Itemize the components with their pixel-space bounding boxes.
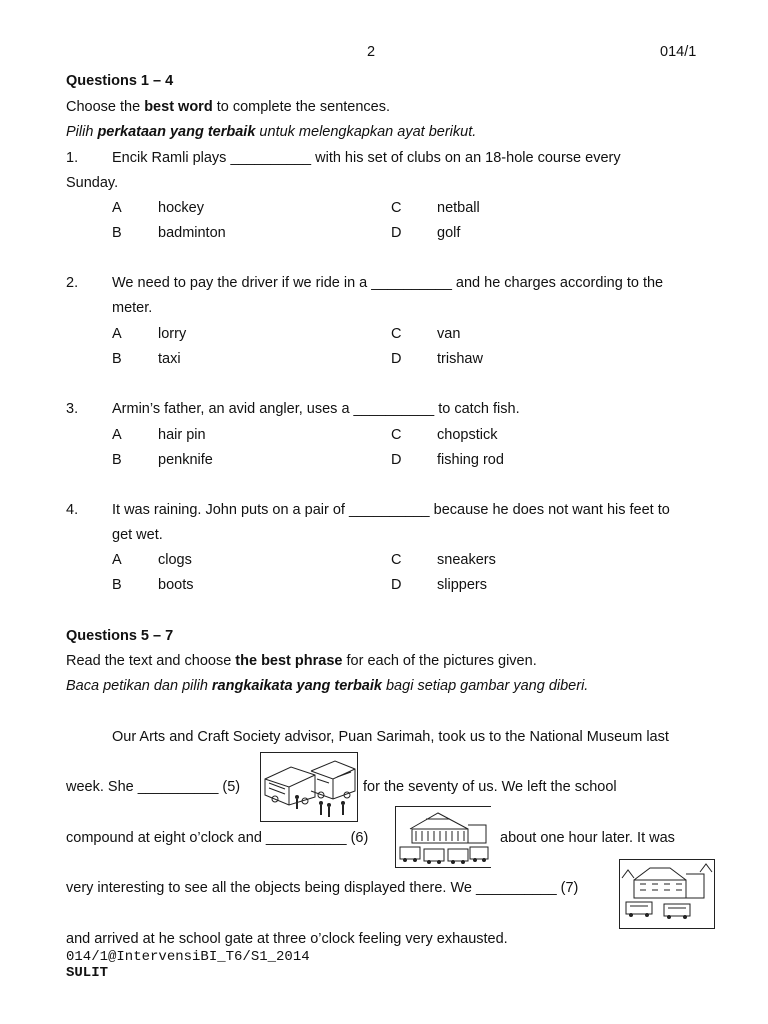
- passage-line-3b: about one hour later. It was: [500, 830, 675, 846]
- option-letter-a: A: [112, 552, 122, 568]
- question-number: 3.: [66, 401, 79, 417]
- option-letter-b: B: [112, 577, 122, 593]
- buses-with-people-icon: [260, 752, 358, 822]
- passage-line-2b: for the seventy of us. We left the school: [363, 779, 617, 795]
- passage-line-2a: week. She __________ (5): [66, 779, 241, 795]
- option-letter-b: B: [112, 225, 122, 241]
- footer-code: 014/1@IntervensiBI_T6/S1_2014: [66, 949, 310, 965]
- question-text: Armin’s father, an avid angler, uses a __________ to catch fish.: [112, 401, 520, 417]
- question-text: It was raining. John puts on a pair of __________ because he does not want his feet to: [112, 502, 670, 518]
- page-number: 2: [367, 44, 376, 60]
- question-text-cont: get wet.: [112, 527, 163, 543]
- option-letter-d: D: [391, 577, 402, 593]
- option-letter-a: A: [112, 200, 122, 216]
- option-letter-c: C: [391, 326, 402, 342]
- option-letter-d: D: [391, 452, 402, 468]
- option-b: taxi: [158, 351, 181, 367]
- option-c: sneakers: [437, 552, 496, 568]
- passage-line-3a: compound at eight o’clock and __________ (6): [66, 830, 369, 846]
- option-letter-d: D: [391, 351, 402, 367]
- option-letter-c: C: [391, 200, 402, 216]
- passage-line-1: Our Arts and Craft Society advisor, Puan Sarimah, took us to the National Museum last: [112, 729, 669, 745]
- option-letter-b: B: [112, 452, 122, 468]
- option-c: van: [437, 326, 461, 342]
- option-c: chopstick: [437, 427, 498, 443]
- museum-with-buses-icon: [395, 806, 491, 868]
- question-text: Encik Ramli plays __________ with his set of clubs on an 18-hole course every: [112, 150, 621, 166]
- paper-code: 014/1: [660, 44, 697, 60]
- option-letter-a: A: [112, 326, 122, 342]
- option-a: hair pin: [158, 427, 206, 443]
- instruction-en-2: Read the text and choose the best phrase for each of the pictures given.: [66, 653, 537, 669]
- question-text-cont: meter.: [112, 300, 153, 316]
- option-d: slippers: [437, 577, 487, 593]
- option-d: trishaw: [437, 351, 483, 367]
- option-d: golf: [437, 225, 461, 241]
- option-c: netball: [437, 200, 480, 216]
- school-with-buses-icon: [619, 859, 715, 929]
- passage-line-5: and arrived at he school gate at three o’clock feeling very exhausted.: [66, 931, 508, 947]
- instruction-ms: Pilih perkataan yang terbaik untuk melengkapkan ayat berikut.: [66, 124, 477, 140]
- option-letter-c: C: [391, 552, 402, 568]
- instruction-ms-2: Baca petikan dan pilih rangkaikata yang terbaik bagi setiap gambar yang diberi.: [66, 678, 589, 694]
- option-b: boots: [158, 577, 194, 593]
- question-number: 1.: [66, 150, 79, 166]
- option-letter-b: B: [112, 351, 122, 367]
- section-title-q1-4: Questions 1 – 4: [66, 73, 174, 89]
- question-number: 2.: [66, 275, 79, 291]
- instruction-en: Choose the best word to complete the sentences.: [66, 99, 391, 115]
- option-d: fishing rod: [437, 452, 504, 468]
- option-letter-d: D: [391, 225, 402, 241]
- question-text: We need to pay the driver if we ride in a __________ and he charges according to the: [112, 275, 664, 291]
- option-a: hockey: [158, 200, 204, 216]
- option-b: badminton: [158, 225, 226, 241]
- footer-classification: SULIT: [66, 965, 109, 981]
- option-b: penknife: [158, 452, 213, 468]
- option-letter-a: A: [112, 427, 122, 443]
- section-title-q5-7: Questions 5 – 7: [66, 628, 174, 644]
- question-number: 4.: [66, 502, 79, 518]
- passage-line-4a: very interesting to see all the objects being displayed there. We __________ (7): [66, 880, 579, 896]
- option-letter-c: C: [391, 427, 402, 443]
- option-a: lorry: [158, 326, 187, 342]
- question-text-cont: Sunday.: [66, 175, 119, 191]
- option-a: clogs: [158, 552, 192, 568]
